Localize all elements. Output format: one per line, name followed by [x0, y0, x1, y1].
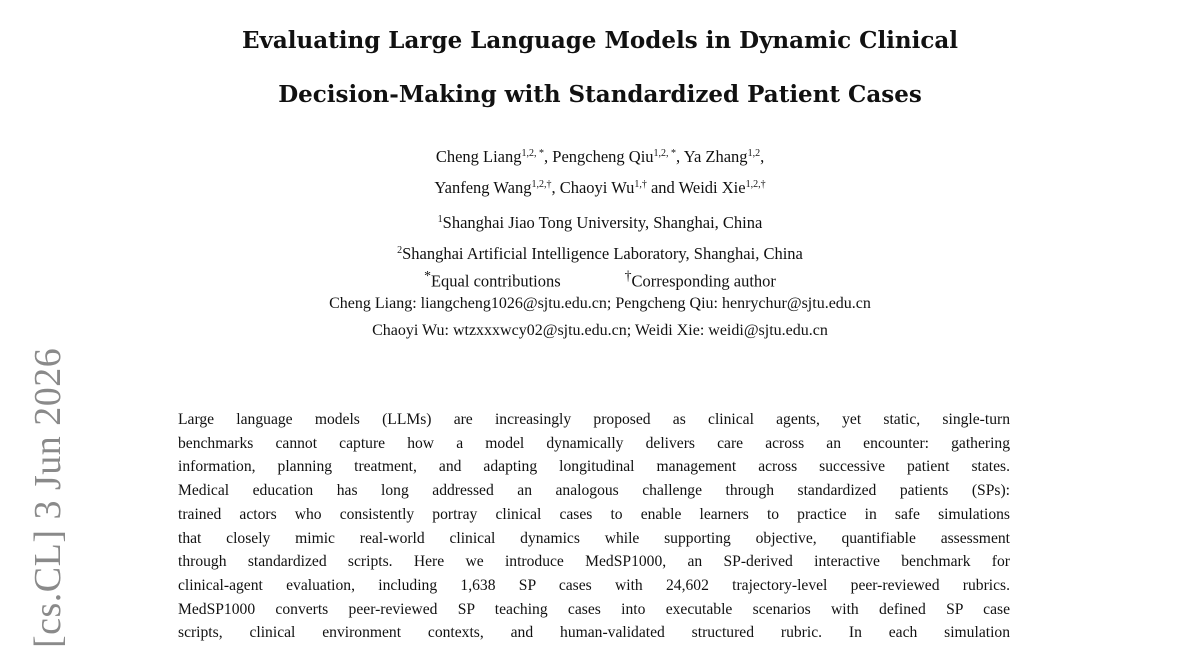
affiliation-1	[150, 206, 1050, 237]
abstract-line: scripts, clinical environment contexts, and human-validated structured rubric. In each simulation	[178, 624, 1010, 642]
abstract-line: Large language models (LLMs) are increasingly proposed as clinical agents, yet static, single-turn	[178, 411, 1010, 428]
author-affiliation-marker: 1,2,†	[531, 179, 552, 190]
equal-contribution-note: Equal contributions	[430, 271, 561, 291]
author-name: Cheng Liang	[435, 147, 522, 166]
title-line-2: Decision-Making with Standardized Patient Cases	[278, 81, 922, 108]
title-line-1: Evaluating Large Language Models in Dynamic Clinical	[241, 27, 959, 54]
author-name: Yanfeng Wang	[434, 178, 532, 197]
author-conjunction: and	[650, 178, 675, 197]
abstract-line: benchmarks cannot capture how a model dynamically delivers care across an encounter: gathering	[178, 434, 1010, 452]
email-line-1: Cheng Liang: liangcheng1026@sjtu.edu.cn; Pengcheng Qiu: henrychur@sjtu.edu.cn	[329, 295, 871, 312]
paper-title	[150, 26, 1050, 134]
author-list	[150, 140, 1050, 202]
author-affiliation-marker: 1,2, *	[521, 148, 545, 159]
affiliation-text: Shanghai Artificial Intelligence Laboratory, Shanghai, China	[402, 244, 803, 263]
affiliation-list	[150, 206, 1050, 268]
author-name: Pengcheng Qiu	[552, 147, 654, 166]
author-line-1: Cheng Liang$^{1,2, *}$, Pengcheng Qiu$^{1,2, *}$, Ya Zhang$^{1,2}$,	[435, 147, 765, 166]
author-affiliation-marker: 1,2,†	[745, 179, 766, 190]
author-affiliation-marker: 1,†	[634, 179, 647, 190]
author-name: Chaoyi Wu	[559, 178, 635, 197]
affiliation-marker: 2	[397, 245, 403, 256]
abstract-line: that closely mimic real-world clinical dynamics while supporting objective, quantifiable assessment	[178, 529, 1010, 547]
author-name: Ya Zhang	[683, 147, 748, 166]
arxiv-identifier-stamp: [cs.CL] 3 Jun 2026	[27, 347, 69, 648]
author-affiliation-marker: 1,2	[747, 148, 761, 159]
author-affiliation-marker: 1,2, *	[653, 148, 677, 159]
affiliation-text: Shanghai Jiao Tong University, Shanghai, China	[442, 213, 763, 232]
equal-contribution-marker: *	[424, 268, 431, 283]
abstract-body	[178, 408, 1010, 645]
abstract-line: Medical education has long addressed an analogous challenge through standardized patients (SPs):	[178, 482, 1010, 500]
email-line-2: Chaoyi Wu: wtzxxxwcy02@sjtu.edu.cn; Weidi Xie: weidi@sjtu.edu.cn	[372, 322, 828, 339]
abstract-line: clinical-agent evaluation, including 1,638 SP cases with 24,602 trajectory-level peer-reviewed rubrics.	[178, 576, 1010, 594]
corresponding-author-note: Corresponding author	[631, 271, 776, 291]
abstract-line: trained actors who consistently portray clinical cases to enable learners to practice in safe simulations	[178, 505, 1010, 523]
abstract-line: information, planning treatment, and adapting longitudinal management across successive patient states.	[178, 458, 1010, 476]
corresponding-author-marker: †	[624, 268, 632, 283]
affiliation-marker: 1	[437, 214, 443, 225]
abstract-line: MedSP1000 converts peer-reviewed SP teaching cases into executable scenarios with defined SP case	[178, 600, 1010, 618]
author-line-2: Yanfeng Wang$^{1,2,\dagger}$, Chaoyi $Wu^{1,\dagger}$ and Weidi Xie$^{1,2,\dagger}$	[434, 178, 766, 197]
author-name: Weidi Xie	[678, 178, 746, 197]
abstract-line: through standardized scripts. Here we introduce MedSP1000, an SP-derived interactive benchmark for	[178, 553, 1010, 571]
contact-emails	[150, 290, 1050, 344]
